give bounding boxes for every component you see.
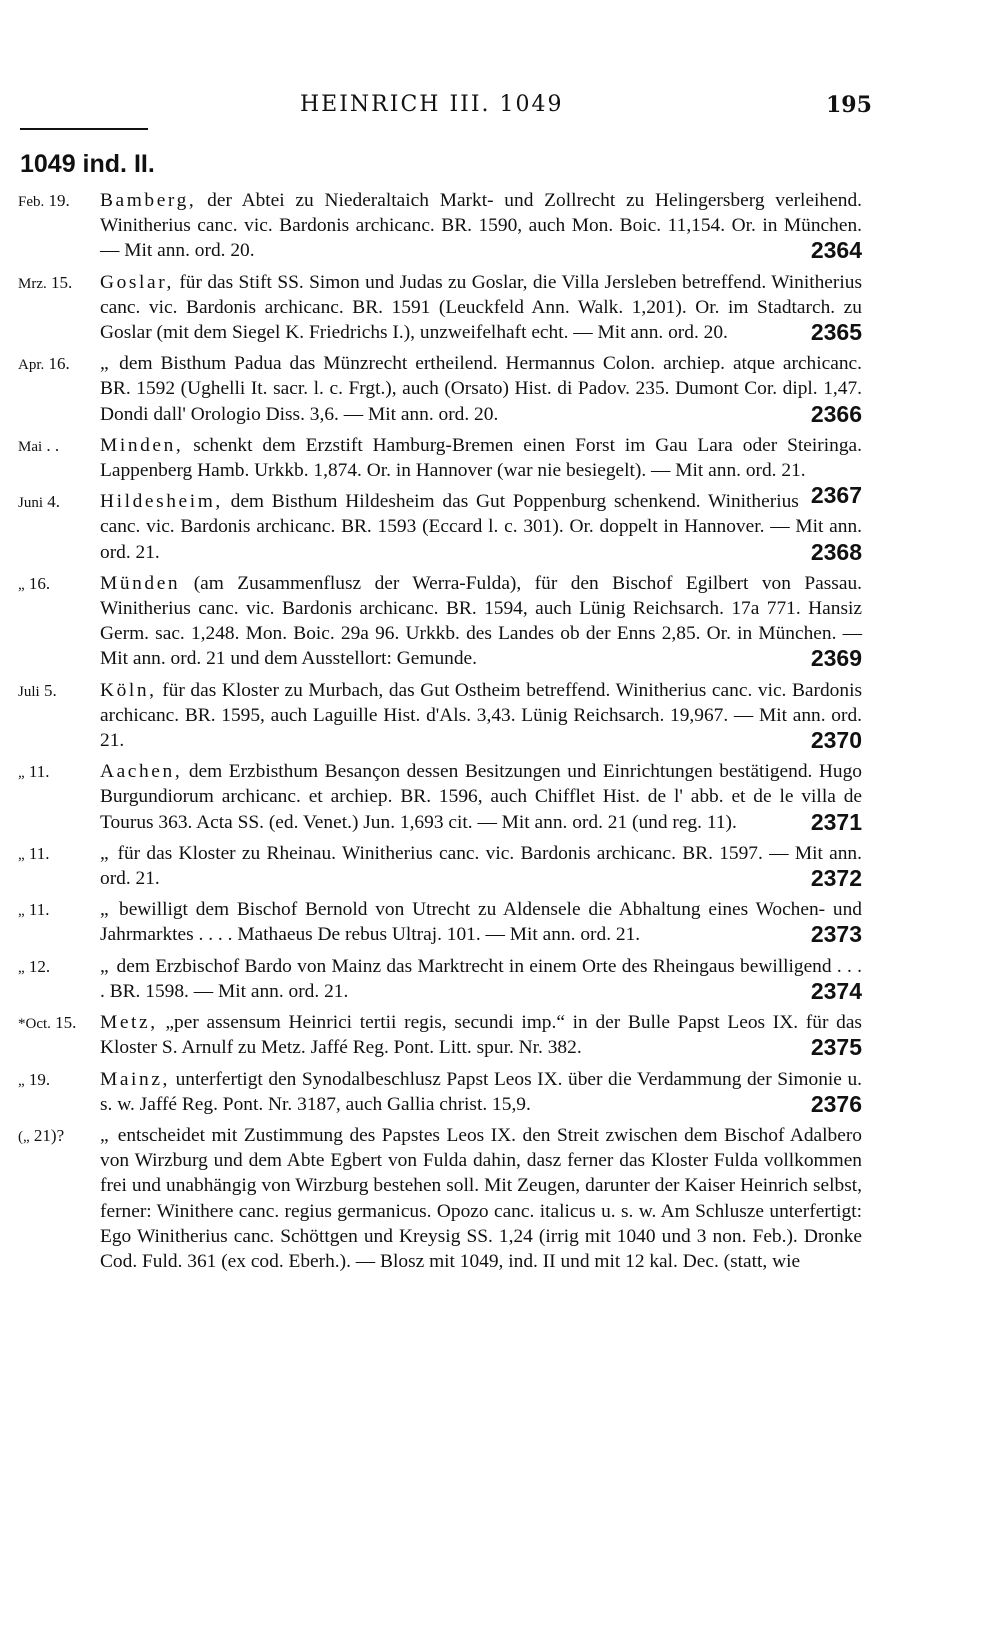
regest-entry bbox=[0, 1123, 1000, 1274]
entry-number: 2374 bbox=[810, 977, 862, 1004]
entry-date: Juli 5. bbox=[18, 680, 57, 700]
entry-text: „ für das Kloster zu Rheinau. Winitherius canc. vic. Bardonis archicanc. BR. 1597. — Mit ann. ord. 21. 2372 bbox=[100, 842, 862, 892]
entry-number: 2376 bbox=[810, 1090, 862, 1117]
regesta-list bbox=[0, 188, 1000, 1280]
entry-text: Goslar, für das Stift SS. Simon und Judas zu Goslar, die Villa Jersleben betreffend. Winitherius canc. vic. Bardonis archicanc. BR. 1591 (Leuckfeld Ann. Walk. 1,201). Or. im Stadtarch. zu Goslar (mit dem Siegel K. Friedrichs I.), unzweifelhaft echt. — Mit ann. ord. 20. 2365 bbox=[100, 271, 862, 346]
regest-entry bbox=[0, 1067, 1000, 1117]
page-number: 195 bbox=[826, 92, 872, 118]
regest-entry bbox=[0, 351, 1000, 427]
entry-date: Mrz. 15. bbox=[18, 272, 73, 292]
regest-entry bbox=[0, 841, 1000, 891]
entry-number: 2365 bbox=[810, 319, 862, 346]
entry-place: Aachen, bbox=[100, 761, 183, 783]
regest-entry bbox=[0, 897, 1000, 947]
regest-entry bbox=[0, 571, 1000, 672]
entry-date: Apr. 16. bbox=[18, 354, 70, 374]
entry-date: „ 11. bbox=[18, 900, 50, 920]
section-title: 1049 ind. II. bbox=[20, 150, 155, 178]
entry-text: Aachen, dem Erzbisthum Besançon dessen Besitzungen und Einrichtungen bestätigend. Hugo Burgundiorum archicanc. et archiep. BR. 1596, auch Chifflet Hist. de l' abb. et de le villa de Tourus 363. Acta SS. (ed. Venet.) Jun. 1,693 cit. — Mit ann. ord. 21 (und reg. 11). 2371 bbox=[100, 761, 862, 835]
entry-text: „ dem Erzbischof Bardo von Mainz das Marktrecht in einem Orte des Rheingaus bewilligend . . . . BR. 1598. — Mit ann. ord. 21. 2374 bbox=[100, 955, 862, 1004]
entry-text: Mainz, unterfertigt den Synodalbeschlusz Papst Leos IX. über die Verdammung der Simonie u. s. w. Jaffé Reg. Pont. Nr. 3187, auch Gallia christ. 15,9. 2376 bbox=[100, 1068, 862, 1117]
entry-place: Köln, bbox=[100, 679, 157, 701]
entry-place: Minden, bbox=[100, 434, 184, 456]
header-rule bbox=[20, 128, 148, 130]
entry-place: „ bbox=[100, 842, 112, 864]
entry-number: 2367 bbox=[810, 482, 862, 509]
entry-date: „ 11. bbox=[18, 762, 50, 782]
entry-number: 2369 bbox=[810, 645, 862, 672]
entry-number: 2371 bbox=[810, 808, 862, 835]
entry-date: Mai . . bbox=[18, 435, 60, 455]
entry-place: Goslar, bbox=[100, 271, 174, 293]
entry-place: „ bbox=[100, 899, 112, 921]
entry-date: („ 21)? bbox=[18, 1125, 65, 1145]
entry-date: „ 12. bbox=[18, 956, 51, 976]
entry-place: Bamberg, bbox=[100, 190, 197, 211]
entry-date: „ 19. bbox=[18, 1069, 51, 1089]
regest-entry bbox=[0, 1010, 1000, 1060]
regest-entry bbox=[0, 954, 1000, 1004]
regest-entry bbox=[0, 188, 1000, 264]
entry-text: Bamberg, der Abtei zu Niederaltaich Markt- und Zollrecht zu Helingersberg verleihend. Winitherius canc. vic. Bardonis archicanc. BR. 1590, auch Mon. Boic. 11,154. Or. in München. — Mit ann. ord. 20. 2364 bbox=[100, 190, 862, 264]
regest-entry bbox=[0, 270, 1000, 346]
entry-place: „ bbox=[100, 353, 112, 375]
entry-text: „ dem Bisthum Padua das Münzrecht ertheilend. Hermannus Colon. archiep. atque archicanc. BR. 1592 (Ughelli It. sacr. l. c. Frgt.), auch (Orsato) Hist. di Padov. 235. Dumont Cor. dipl. 1,47. Dondi dall' Orologio Diss. 3,6. — Mit ann. ord. 20. 2366 bbox=[100, 353, 862, 427]
regest-entry bbox=[0, 678, 1000, 754]
entry-text: „ bewilligt dem Bischof Bernold von Utrecht zu Aldensele die Abhaltung eines Wochen- und Jahrmarktes . . . . Mathaeus De rebus Ultraj. 101. — Mit ann. ord. 21. 2373 bbox=[100, 899, 862, 948]
regest-entry bbox=[0, 489, 1000, 565]
entry-number: 2368 bbox=[810, 538, 862, 565]
entry-date: Juni 4. bbox=[18, 492, 61, 512]
entry-place: Mainz, bbox=[100, 1068, 170, 1090]
running-title: HEINRICH III. 1049 bbox=[300, 92, 564, 117]
entry-number: 2372 bbox=[810, 865, 862, 892]
entry-place: Münden bbox=[100, 572, 181, 594]
entry-text: Köln, für das Kloster zu Murbach, das Gut Ostheim betreffend. Winitherius canc. vic. Bardonis archicanc. BR. 1595, auch Laguille Hist. d'Als. 3,43. Lünig Reichsarch. 19,967. — Mit ann. ord. 21. 2370 bbox=[100, 679, 863, 754]
entry-text: Hildesheim, dem Bisthum Hildesheim das Gut Poppenburg schenkend. Winitherius canc. vic. Bardonis archicanc. BR. 1593 (Eccard l. c. 301). Or. doppelt in Hannover. — Mit ann. ord. 21. 2368 bbox=[100, 491, 862, 565]
entry-number: 2373 bbox=[810, 921, 862, 948]
entry-number: 2375 bbox=[810, 1034, 862, 1061]
entry-text: „ entscheidet mit Zustimmung des Papstes Leos IX. den Streit zwischen dem Bischof Adalbero von Wirzburg und dem Abte Egbert von Fulda dahin, dasz ferner das Kloster Fulda vollkommen frei und unabhängig von Wirzburg bestehen soll. Mit Zeugen, darunter der Kaiser Heinrich selbst, ferner: Winithere canc. regius germanicus. Opozo canc. italicus u. s. w. Am Schlusze unterfertigt: Ego Winitherius canc. Schöttgen und Kreysig SS. 1,24 (irrig mit 1040 und 3 non. Feb.). Dronke Cod. Fuld. 361 (ex cod. Eberh.). — Blosz mit 1049, ind. II und mit 12 kal. Dec. (statt, wie bbox=[100, 1124, 862, 1272]
entry-number: 2366 bbox=[810, 400, 862, 427]
entry-text: Metz, „per assensum Heinrici tertii regis, secundi imp.“ in der Bulle Papst Leos IX. für das Kloster S. Arnulf zu Metz. Jaffé Reg. Pont. Litt. spur. Nr. 382. 2375 bbox=[100, 1012, 862, 1061]
entry-place: Metz, bbox=[100, 1012, 158, 1034]
entry-date: „ 11. bbox=[18, 843, 50, 863]
entry-date: Feb. 19. bbox=[18, 191, 70, 210]
entry-place: „ bbox=[100, 955, 112, 977]
entry-place: „ bbox=[100, 1124, 112, 1146]
entry-date: *Oct. 15. bbox=[18, 1013, 77, 1033]
entry-text: Münden (am Zusammenflusz der Werra-Fulda), für den Bischof Egilbert von Passau. Winitherius canc. vic. Bardonis archicanc. BR. 1594, auch Lünig Reichsarch. 17a 771. Hansiz Germ. sac. 1,248. Mon. Boic. 29a 96. Urkkb. des Landes ob der Enns 2,85. Or. in München. — Mit ann. ord. 21 und dem Ausstellort: Gemunde. 2369 bbox=[100, 572, 862, 672]
entry-number: 2364 bbox=[810, 237, 862, 264]
entry-text: Minden, schenkt dem Erzstift Hamburg-Bremen einen Forst im Gau Lara oder Steiringa. Lappenberg Hamb. Urkkb. 1,874. Or. in Hannover (war nie besiegelt). — Mit ann. ord. 21. 2367 bbox=[100, 434, 862, 509]
entry-number: 2370 bbox=[810, 727, 862, 754]
entry-date: „ 16. bbox=[18, 573, 51, 593]
entry-place: Hildesheim, bbox=[100, 491, 223, 513]
regest-entry bbox=[0, 759, 1000, 835]
